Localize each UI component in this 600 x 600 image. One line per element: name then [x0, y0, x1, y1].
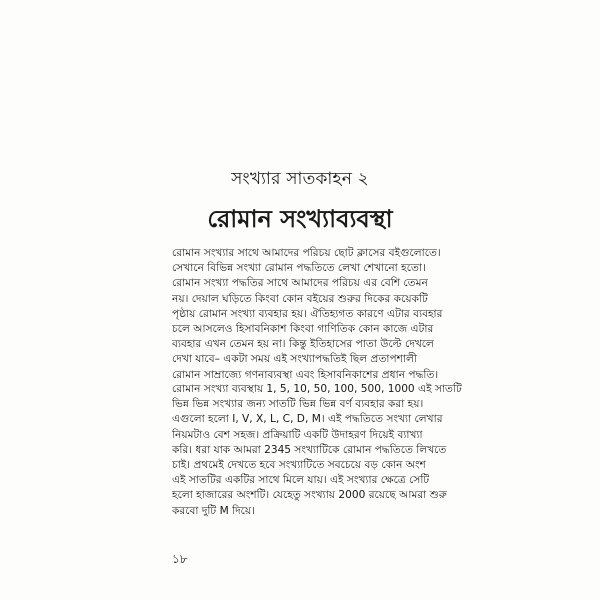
paragraph-2: [172, 382, 464, 519]
text-line: রোমান সংখ্যা ব্যবস্থায় 1, 5, 10, 50, 100, 500, 1000 এই সাতটি: [172, 383, 462, 395]
text-line: এই সাতটির একটির সাথে মিলে যায়। এই সংখ্যার ক্ষেত্রে সেটি: [172, 474, 430, 487]
text-line: নিয়মটাও বেশ সহজ। প্রক্রিয়াটি একটি উদাহরণ দিয়েই ব্যাখ্যা: [172, 428, 423, 441]
text-line: এগুলো হলো I, V, X, L, C, D, M। এই পদ্ধতিতে সংখ্যা লেখার: [172, 413, 443, 426]
text-line: করি। ধরা যাক আমরা 2345 সংখ্যাটিকে রোমান পদ্ধতিতে লিখতে: [172, 443, 447, 456]
text-line: রোমান সংখ্যার সাথে আমাদের পরিচয় ছোট ক্লাসের বইগুলোতে।: [172, 247, 441, 259]
chapter-title: সংখ্যার সাতকাহন ২: [231, 169, 369, 189]
text-line: ভিন্ন ভিন্ন সংখ্যার জন্য সাতটি ভিন্ন ভিন্ন বর্ণ ব্যবহার করা হয়।: [172, 398, 424, 411]
text-line: করবো দুটি M দিয়ে।: [172, 504, 255, 517]
section-title: রোমান সংখ্যাব্যবস্থা: [207, 205, 393, 233]
text-line: চাই। প্রথমেই দেখতে হবে সংখ্যাটিতে সবচেয়ে বড় কোন অংশ: [172, 459, 426, 472]
text-line: সেখানে বিভিন্ন সংখ্যা রোমান পদ্ধতিতে লেখা শেখানো হতো।: [172, 262, 426, 275]
text-line: রোমান সংখ্যা পদ্ধতির সাথে আমাদের পরিচয় এর বেশি তেমন: [172, 277, 428, 290]
page-number: ১৮: [172, 552, 188, 566]
text-line: নয়। দেয়াল ঘড়িতে কিংবা কোন বইয়ের শুরুর দিকের কয়েকটি: [172, 292, 428, 305]
text-line: পৃষ্ঠায় রোমান সংখ্যা ব্যবহার হয়। ঐতিহ্যগত কারণে এটার ব্যবহার: [172, 307, 443, 320]
text-line: দেখা যাবে– একটা সময় এই সংখ্যাপদ্ধতিই ছিল প্রতাপশালী: [172, 353, 417, 366]
paragraph-1: [172, 246, 464, 383]
text-line: ব্যবহার এখন তেমন হয় না। কিন্তু ইতিহাসের পাতা উল্টে দেখলে: [172, 338, 434, 351]
text-line: চলে আসলেও হিসাবনিকাশ কিংবা গাণিতিক কোন কাজে এটার: [172, 323, 434, 336]
text-line: হলো হাজারের অংশটি। যেহেতু সংখ্যায় 2000 রয়েছে আমরা শুরু: [172, 489, 447, 502]
text-line: রোমান সাম্রাজ্যে গণনাব্যবস্থা এবং হিসাবনিকাশের প্রধান পদ্ধতি।: [172, 368, 439, 381]
